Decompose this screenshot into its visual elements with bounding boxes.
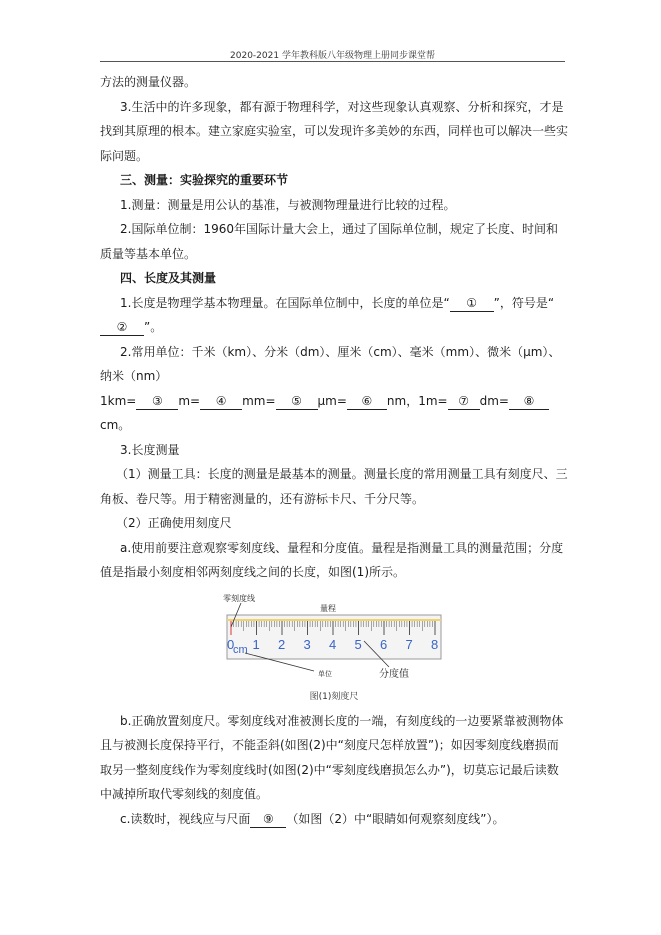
- paragraph-ruler-c: [100, 807, 568, 832]
- text: m=: [178, 393, 201, 408]
- section-heading-3: 三、测量：实验探究的重要环节: [120, 173, 289, 187]
- paragraph-conversions: [100, 389, 568, 438]
- ruler-number: 5: [354, 636, 362, 652]
- text: ”，符号是“: [493, 295, 555, 310]
- ruler-number: 1: [252, 636, 260, 652]
- ruler-number: 8: [431, 636, 439, 652]
- blank-9[interactable]: ⑨: [250, 811, 286, 828]
- blank-5[interactable]: ⑤: [276, 393, 318, 410]
- text: 1km=: [100, 393, 137, 408]
- paragraph-si-units: 2.国际单位制：1960年国际计量大会上，通过了国际单位制，规定了长度、时间和质量等基本单位。: [100, 222, 558, 261]
- paragraph-3: 3.生活中的许多现象，都有源于物理科学，对这些现象认真观察、分析和探究，才是找到其原理的根本。建立家庭实验室，可以发现许多美妙的东西，同样也可以解决一些实际问题。: [100, 99, 569, 163]
- text: nm，1m=: [386, 393, 448, 408]
- paragraph-common-units: 2.常用单位：千米（km）、分米（dm）、厘米（cm）、毫米（mm）、微米（μm）、纳米（nm）: [100, 344, 561, 383]
- ruler-number: 7: [405, 636, 413, 652]
- paragraph-length-unit: [100, 291, 568, 340]
- text: ”。: [144, 320, 163, 334]
- ruler-figure: [219, 591, 449, 685]
- paragraph-measurement: 1.测量：测量是用公认的基准，与被测物理量进行比较的过程。: [120, 197, 456, 212]
- ruler-number: 6: [380, 636, 388, 652]
- page-content: [100, 70, 568, 831]
- text: cm。: [100, 418, 131, 432]
- ruler-number: 0: [227, 636, 235, 652]
- text: μm=: [317, 393, 347, 408]
- blank-3[interactable]: ③: [136, 393, 178, 410]
- text: c.读数时，视线应与尺面: [120, 811, 251, 826]
- section-heading-4: 四、长度及其测量: [120, 271, 217, 285]
- label-zero-line: 零刻度线: [223, 593, 255, 603]
- text: mm=: [242, 393, 276, 408]
- figure-caption: 图(1)刻度尺: [309, 691, 359, 702]
- text: dm=: [479, 393, 509, 408]
- ruler-number: 4: [329, 636, 337, 652]
- blank-1[interactable]: ①: [450, 295, 494, 312]
- label-range: 量程: [320, 603, 336, 613]
- ruler-number: 3: [303, 636, 311, 652]
- ruler-numbers: [227, 637, 438, 652]
- paragraph-length-measurement: 3.长度测量: [120, 442, 180, 457]
- header-rule: [100, 61, 565, 62]
- paragraph-ruler-b: b.正确放置刻度尺。零刻度线对准被测长度的一端，有刻度线的一边要紧靠被测物体且与被测长度保持平行，不能歪斜(如图(2)中“刻度尺怎样放置”)；如因零刻度线磨损而取另一整刻度线作为零刻度线时(如图(2)中“零刻度线磨损怎么办”)，切莫忘记最后读数中减掉所取代零刻线的刻度值。: [100, 713, 564, 801]
- label-cm: cm: [233, 643, 248, 656]
- blank-4[interactable]: ④: [200, 393, 242, 410]
- text: （如图（2）中“眼睛如何观察刻度线”）。: [286, 811, 505, 826]
- label-division: 分度值: [379, 668, 409, 680]
- label-unit: 单位: [318, 670, 332, 678]
- paragraph-ruler-use: （2）正确使用刻度尺: [116, 516, 232, 530]
- blank-2[interactable]: ②: [100, 319, 144, 336]
- page-header: 2020-2021 学年教科版八年级物理上册同步课堂帮: [230, 51, 435, 61]
- ruler-number: 2: [278, 636, 286, 652]
- paragraph-ruler-a: a.使用前要注意观察零刻度线、量程和分度值。量程是指测量工具的测量范围；分度值是指最小刻度相邻两刻度线之间的长度，如图(1)所示。: [100, 540, 564, 579]
- text: 1.长度是物理学基本物理量。在国际单位制中，长度的单位是“: [120, 295, 450, 310]
- blank-7[interactable]: ⑦: [448, 393, 480, 410]
- blank-6[interactable]: ⑥: [347, 393, 387, 410]
- paragraph-continuation: 方法的测量仪器。: [100, 75, 197, 89]
- paragraph-tools: （1）测量工具：长度的测量是最基本的测量。测量长度的常用测量工具有刻度尺、三角板、卷尺等。用于精密测量的，还有游标卡尺、千分尺等。: [100, 467, 568, 506]
- blank-8[interactable]: ⑧: [509, 393, 549, 410]
